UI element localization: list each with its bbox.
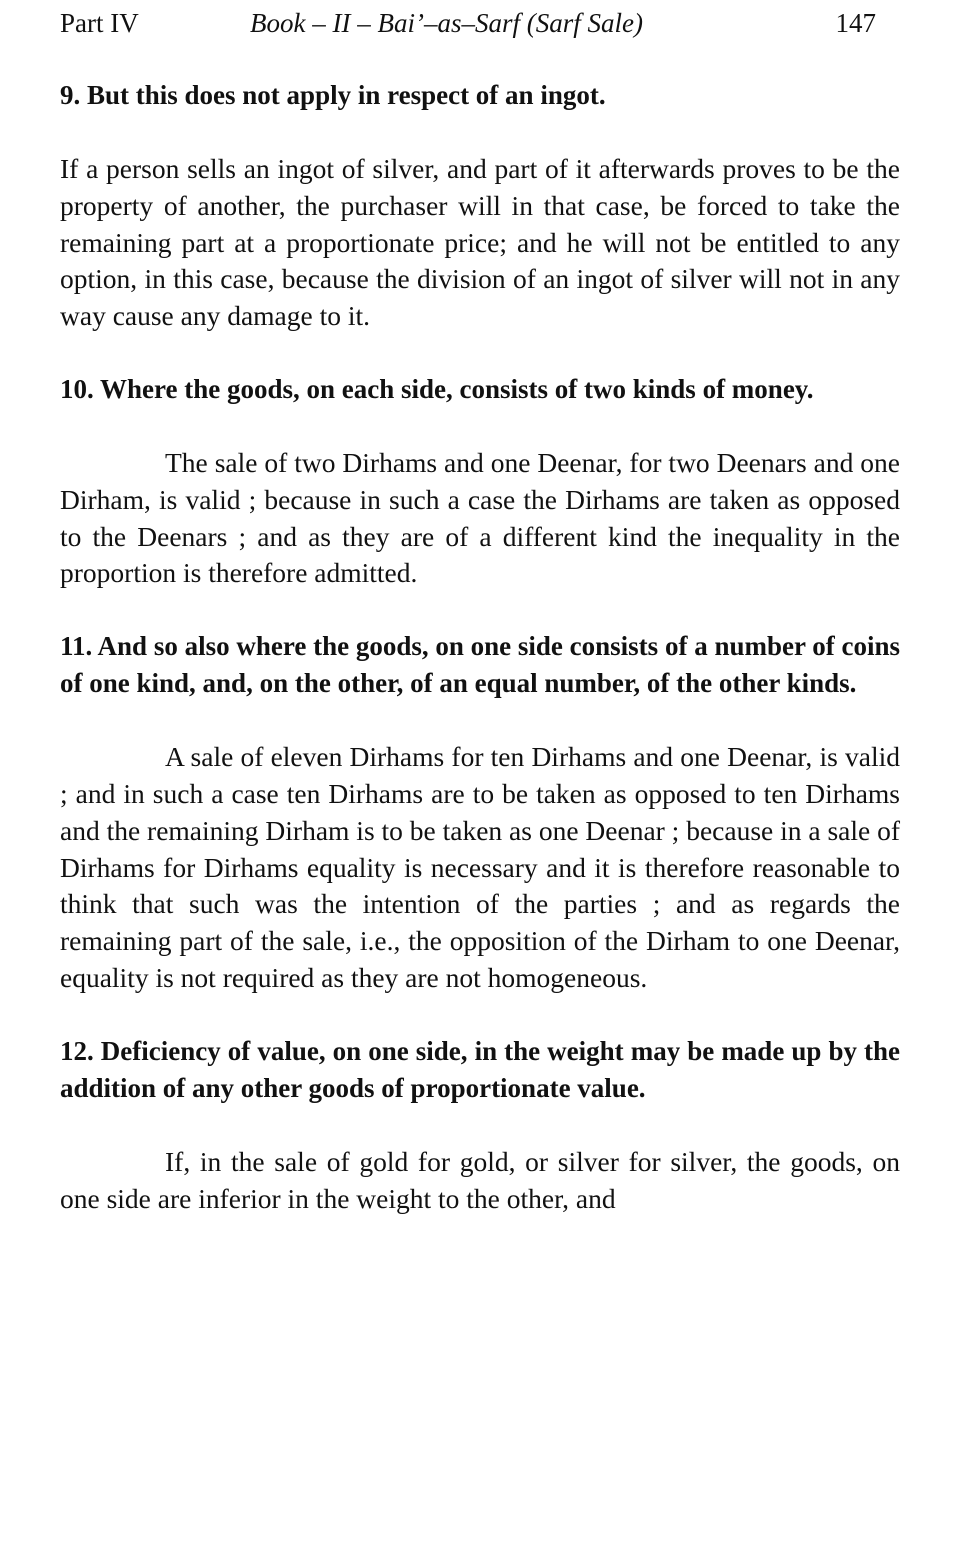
- section-heading-9: 9. But this does not apply in respect of an ingot.: [60, 80, 606, 110]
- section-body-10: The sale of two Dirhams and one Deenar, for two Deenars and one Dirham, is valid ; because in such a case the Dirhams are taken as opposed to the Deenars ; and as they are of a different kind the inequality in the proportion is therefore admitted.: [60, 446, 900, 589]
- section-body-11: A sale of eleven Dirhams for ten Dirhams and one Deenar, is valid ; and in such a case ten Dirhams are to be taken as opposed to ten Dirhams and the remaining Dirham is to be taken as one Deenar ; because in a sale of Dirhams for Dirhams equality is necessary and it is therefore reasonable to think that such was the intention of the parties ; and as regards the remaining part of the sale, i.e., the opposition of the Dirham to one Deenar, equality is not required as they are not homogeneous.: [60, 741, 900, 993]
- section-heading-10: 10. Where the goods, on each side, consists of two kinds of money.: [60, 373, 814, 404]
- page-number: 147: [835, 8, 876, 38]
- section-body-12: If, in the sale of gold for gold, or silver for silver, the goods, on one side are inferior in the weight to the other, and: [60, 1145, 900, 1214]
- section-body-9: If a person sells an ingot of silver, and part of it afterwards proves to be the property of another, the purchaser will in that case, be forced to take the remaining part at a proportionate price; and he will not be entitled to any option, in this case, because the division of an ingot of silver will not in any way cause any damage to it.: [60, 153, 900, 332]
- part-label: Part IV: [60, 8, 139, 38]
- page-body: [60, 77, 900, 1217]
- running-header: [60, 6, 900, 40]
- section-heading-12: 12. Deficiency of value, on one side, in the weight may be made up by the addition of any other goods of proportionate value.: [60, 1035, 900, 1103]
- book-title: Book – II – Bai’–as–Sarf (Sarf Sale): [250, 8, 643, 38]
- section-heading-11: 11. And so also where the goods, on one side consists of a number of coins of one kind, and, on the other, of an equal number, of the other kinds.: [60, 631, 900, 699]
